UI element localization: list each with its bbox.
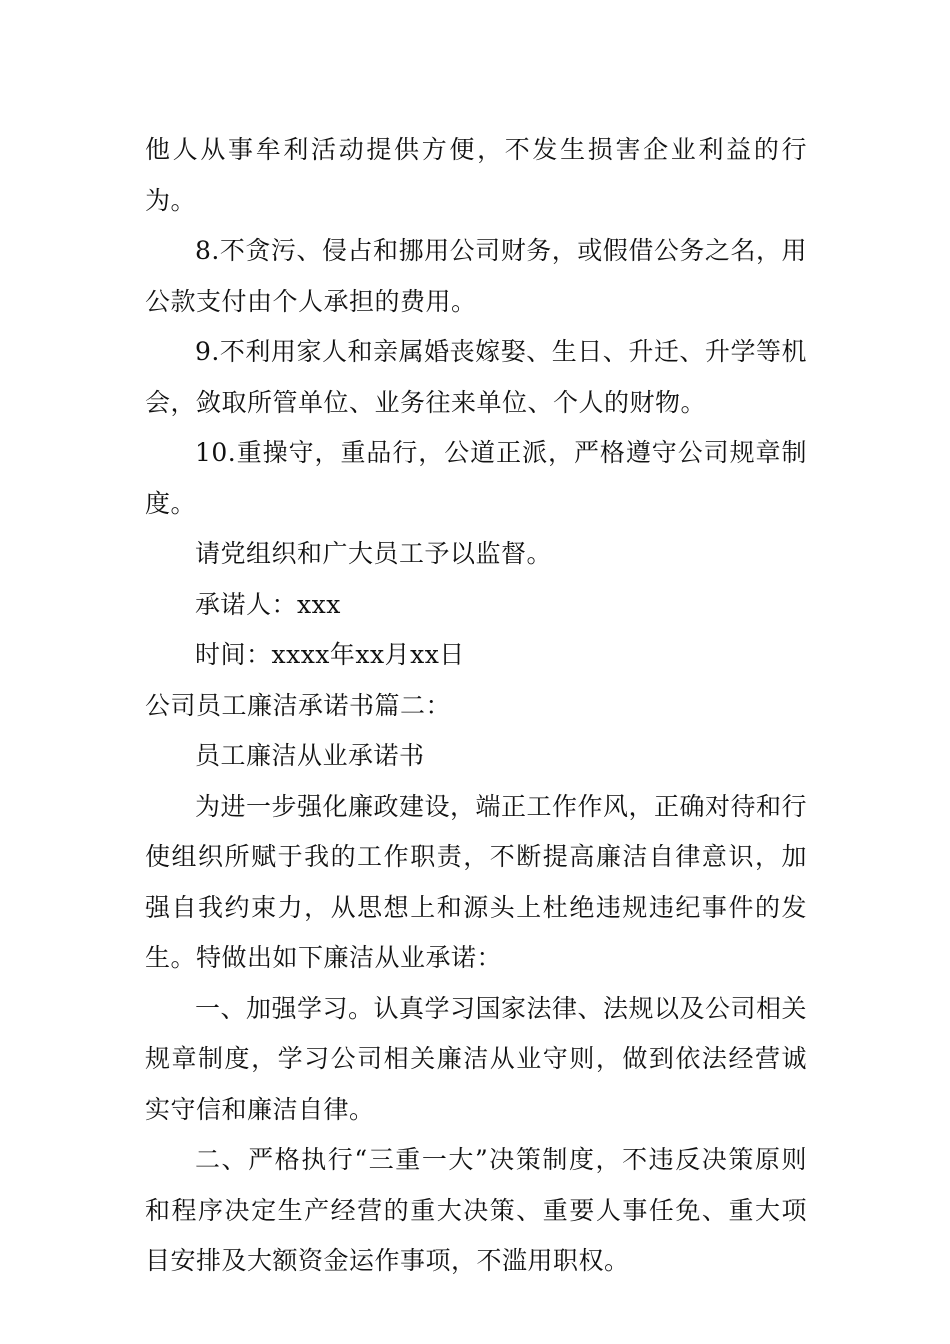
- paragraph-item-10: 10.重操守，重品行，公道正派，严格遵守公司规章制度。: [145, 438, 807, 518]
- document-body: [145, 125, 807, 1287]
- paragraph-continuation: 他人从事牟利活动提供方便，不发生损害企业利益的行为。: [145, 135, 807, 215]
- paragraph-intro: 为进一步强化廉政建设，端正工作作风，正确对待和行使组织所赋于我的工作职责，不断提高廉洁自律意识，加强自我约束力，从思想上和源头上杜绝违规违纪事件的发生。特做出如下廉洁从业承诺：: [145, 791, 808, 972]
- date-line: 时间：xxxx年xx月xx日: [195, 640, 465, 669]
- document-title: 员工廉洁从业承诺书: [195, 741, 425, 770]
- paragraph-item-9: 9.不利用家人和亲属婚丧嫁娶、生日、升迁、升学等机会，敛取所管单位、业务往来单位、个人的财物。: [145, 337, 807, 417]
- section-heading: 公司员工廉洁承诺书篇二：: [145, 690, 452, 720]
- paragraph-point-2: 二、严格执行“三重一大”决策制度，不违反决策原则和程序决定生产经营的重大决策、重要人事任免、重大项目安排及大额资金运作事项，不滥用职权。: [145, 1145, 807, 1275]
- paragraph-supervision: 请党组织和广大员工予以监督。: [195, 539, 553, 568]
- promisor-line: 承诺人：xxx: [195, 589, 341, 619]
- paragraph-point-1: 一、加强学习。认真学习国家法律、法规以及公司相关规章制度，学习公司相关廉洁从业守则，做到依法经营诚实守信和廉洁自律。: [145, 993, 808, 1124]
- paragraph-item-8: 8.不贪污、侵占和挪用公司财务，或假借公务之名，用公款支付由个人承担的费用。: [145, 236, 807, 316]
